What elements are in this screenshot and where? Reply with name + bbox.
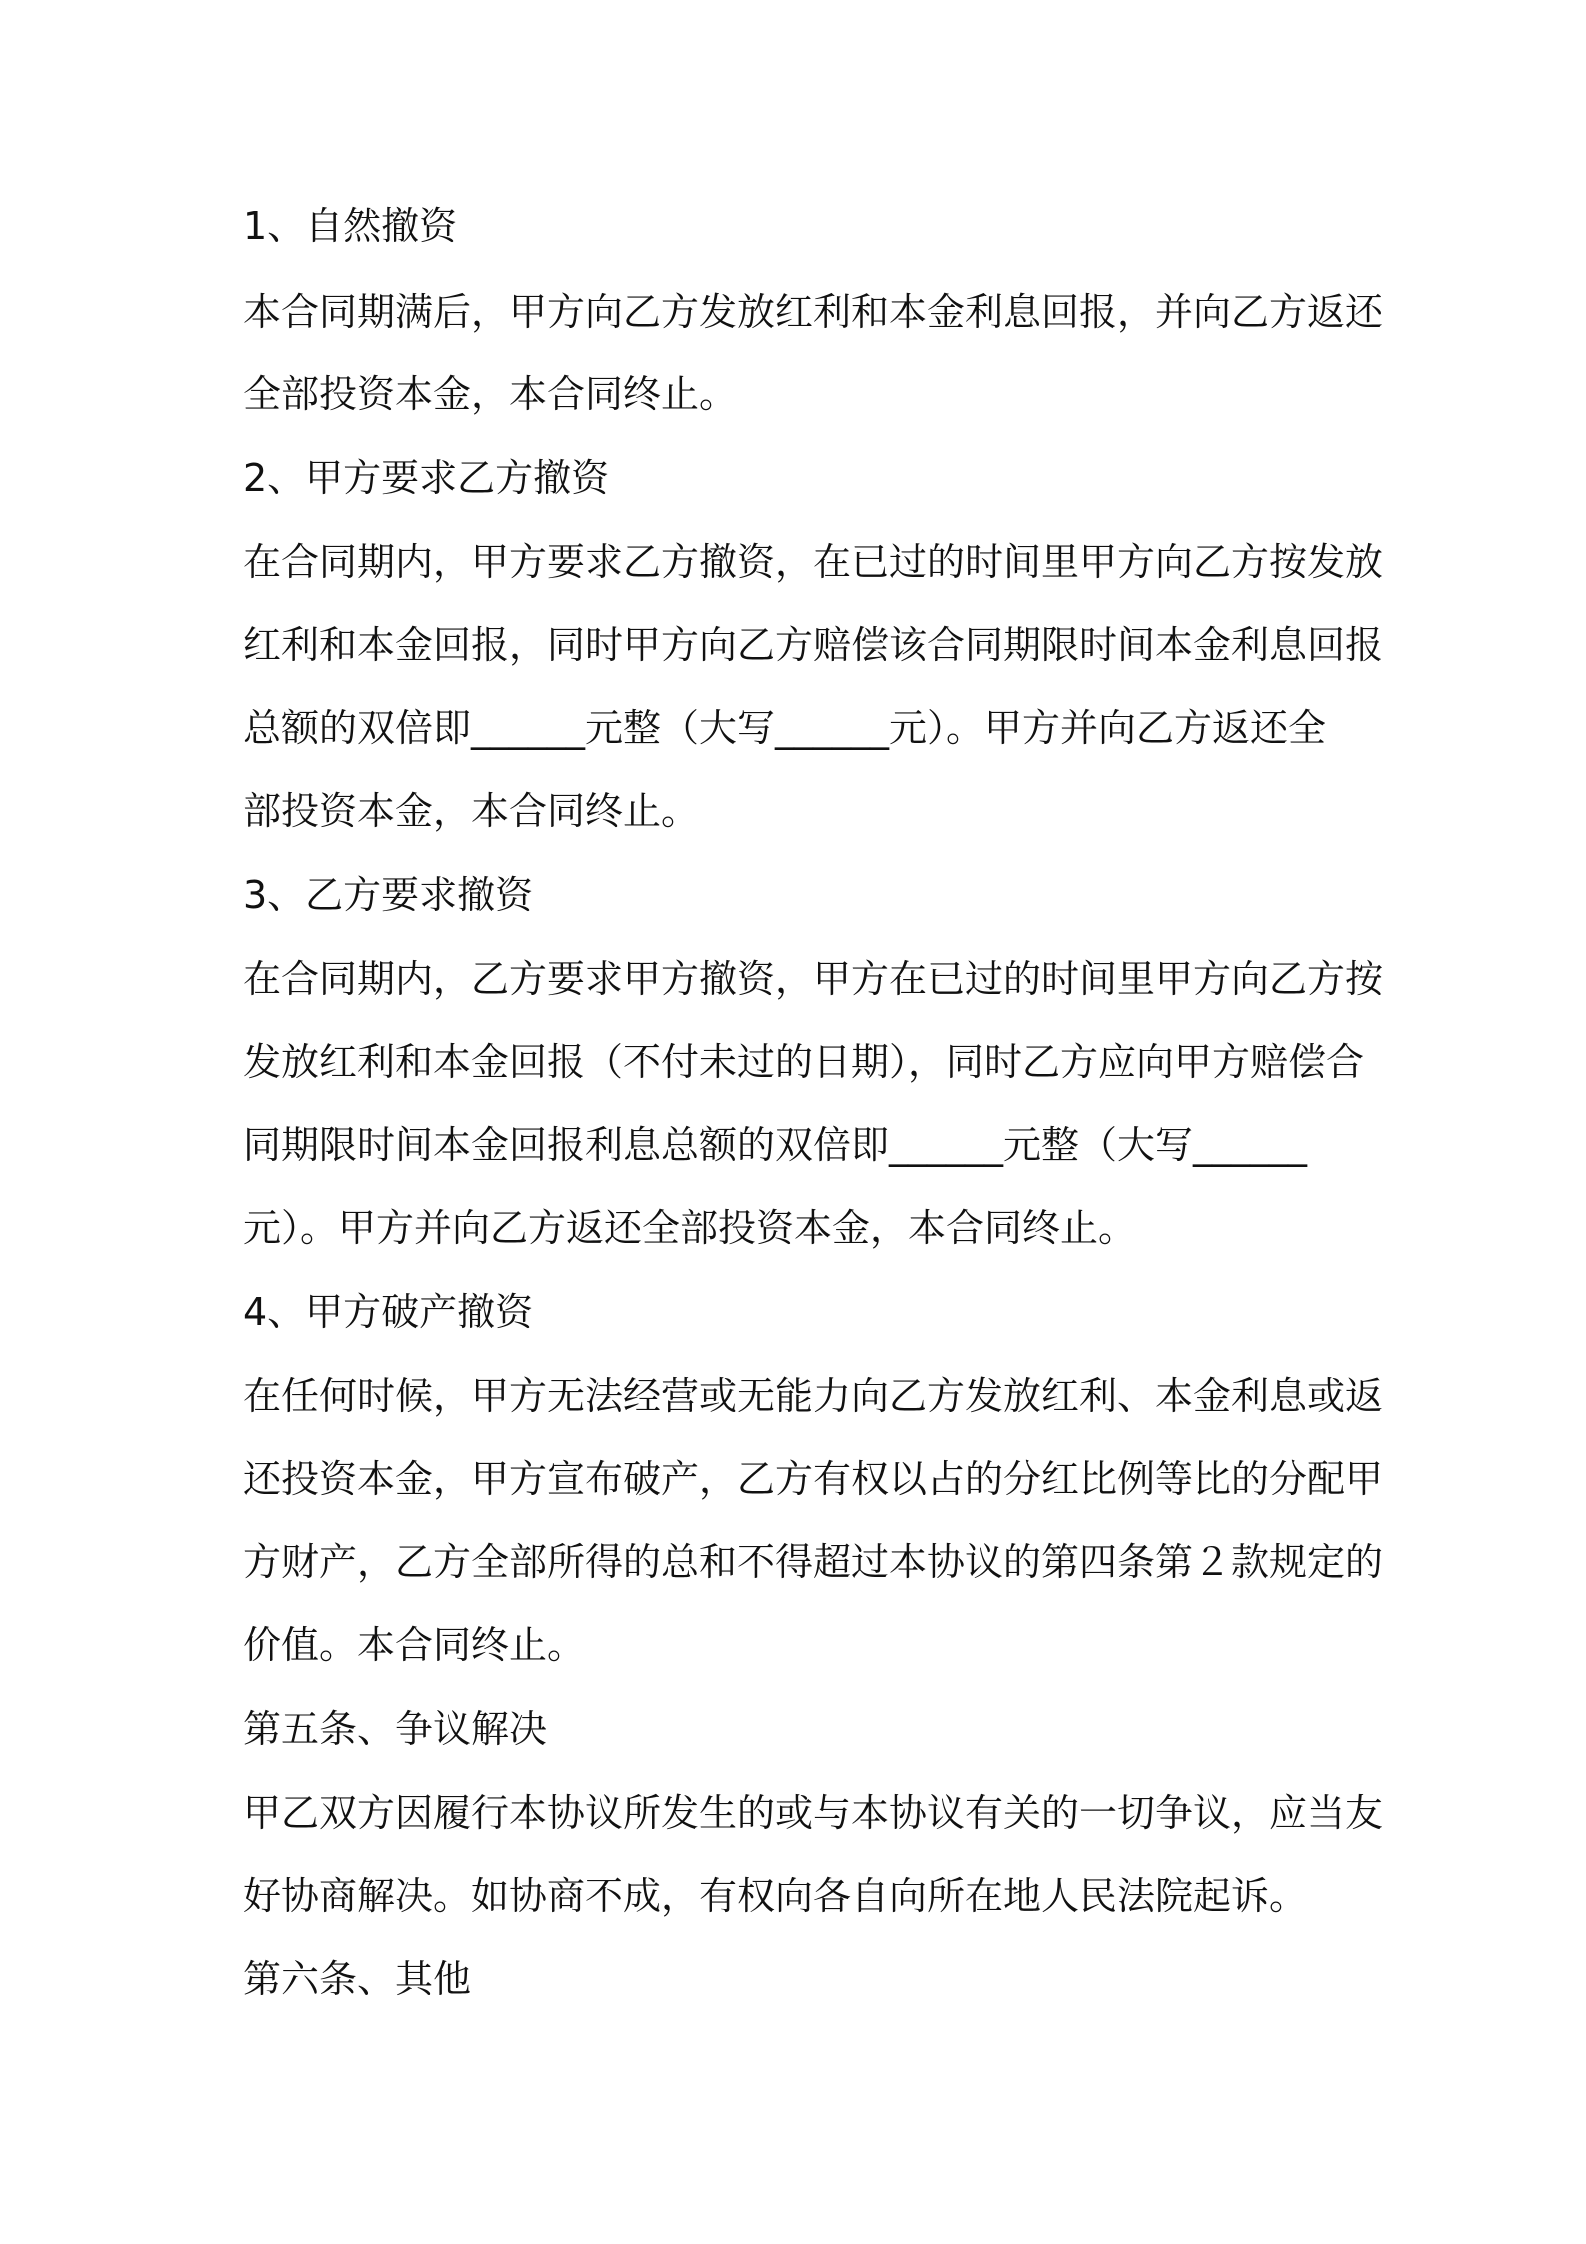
paragraph-line: 总额的双倍即______元整（大写______元）。甲方并向乙方返还全 xyxy=(243,706,1327,750)
paragraph-line: 红利和本金回报，同时甲方向乙方赔偿该合同期限时间本金利息回报 xyxy=(243,623,1384,667)
article-heading-other: 第六条、其他 xyxy=(243,1957,472,2001)
paragraph-line: 在合同期内，乙方要求甲方撤资，甲方在已过的时间里甲方向乙方按 xyxy=(243,957,1384,1001)
paragraph-line: 在合同期内，甲方要求乙方撤资，在已过的时间里甲方向乙方按发放 xyxy=(243,540,1384,584)
section-heading-party-a-requests: 2、甲方要求乙方撤资 xyxy=(243,456,610,500)
article-heading-dispute-resolution: 第五条、争议解决 xyxy=(243,1707,548,1751)
section-heading-natural-withdrawal: 1、自然撤资 xyxy=(243,204,458,248)
paragraph-line: 部投资本金，本合同终止。 xyxy=(243,789,700,833)
paragraph-line: 还投资本金，甲方宣布破产，乙方有权以占的分红比例等比的分配甲 xyxy=(243,1457,1384,1501)
paragraph-line: 元）。甲方并向乙方返还全部投资本金，本合同终止。 xyxy=(243,1206,1137,1250)
section-heading-party-b-requests: 3、乙方要求撤资 xyxy=(243,873,534,917)
paragraph-line: 本合同期满后，甲方向乙方发放红利和本金利息回报，并向乙方返还 xyxy=(243,290,1384,334)
paragraph-line: 同期限时间本金回报利息总额的双倍即______元整（大写______ xyxy=(243,1123,1308,1167)
paragraph-line: 价值。本合同终止。 xyxy=(243,1623,586,1667)
paragraph-line: 方财产，乙方全部所得的总和不得超过本协议的第四条第２款规定的 xyxy=(243,1540,1384,1584)
paragraph-line: 甲乙双方因履行本协议所发生的或与本协议有关的一切争议，应当友 xyxy=(243,1791,1384,1835)
paragraph-line: 好协商解决。如协商不成，有权向各自向所在地人民法院起诉。 xyxy=(243,1874,1308,1918)
paragraph-line: 发放红利和本金回报（不付未过的日期），同时乙方应向甲方赔偿合 xyxy=(243,1040,1365,1084)
section-heading-bankruptcy: 4、甲方破产撤资 xyxy=(243,1290,534,1334)
paragraph-line: 全部投资本金，本合同终止。 xyxy=(243,372,738,416)
paragraph-line: 在任何时候，甲方无法经营或无能力向乙方发放红利、本金利息或返 xyxy=(243,1374,1384,1418)
